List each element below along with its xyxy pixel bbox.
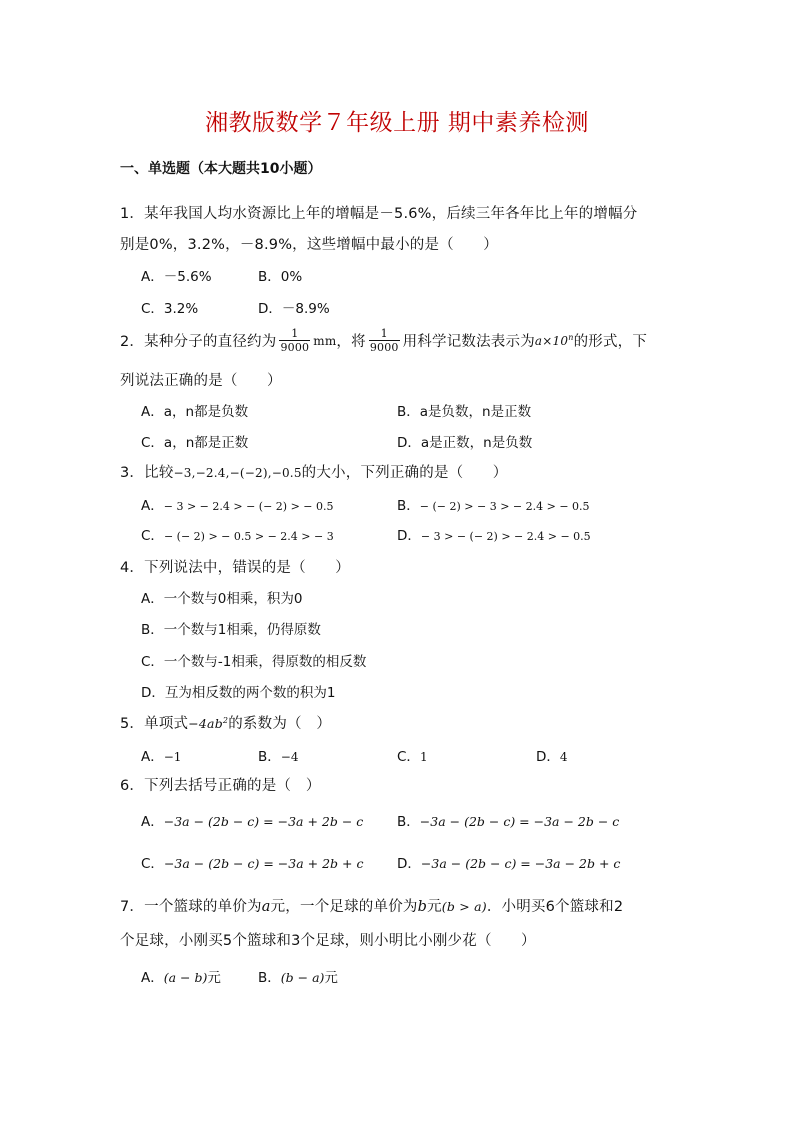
q6-stem: 6．下列去括号正确的是（ ） xyxy=(120,778,321,794)
q3-option-d-label: D． xyxy=(397,528,421,544)
q3-option-b-expr: − (− 2) > − 3 > − 2.4 > − 0.5 xyxy=(419,500,590,513)
q7-part4: ．小明买6个篮球和2 xyxy=(486,899,624,915)
q2-sci-base: a×10 xyxy=(534,334,569,348)
q5-option-d-value: 4 xyxy=(559,750,568,764)
q5-option-a xyxy=(141,745,181,765)
q7-var-b: b xyxy=(417,899,428,915)
page-title: 湘教版数学７年级上册 期中素养检测 xyxy=(205,110,589,136)
q6-option-a-label: A． xyxy=(141,814,164,830)
q5-option-b-label: B． xyxy=(258,749,281,765)
q3-option-a-label: A． xyxy=(141,498,164,514)
q3-option-c xyxy=(141,524,334,544)
q5-option-b xyxy=(258,745,298,765)
q1-option-d: D．－8.9% xyxy=(258,301,330,317)
q5-option-c-value: 1 xyxy=(419,750,428,764)
q4-stem: 4．下列说法中，错误的是（ ） xyxy=(120,560,350,576)
q5-suffix: 的系数为（ ） xyxy=(228,716,332,732)
q2-mid2: 用科学记数法表示为 xyxy=(402,334,535,350)
q2-fraction-1-denominator: 9000 xyxy=(280,341,310,354)
q7-option-b-unit: 元 xyxy=(324,970,338,986)
q7-stem-line1 xyxy=(120,895,623,916)
q2-option-b: B．a是负数，n是正数 xyxy=(397,404,532,420)
q2-unit: mm xyxy=(313,333,337,348)
q3-option-b xyxy=(397,494,590,514)
q7-option-b xyxy=(258,966,338,986)
q2-fraction-1-numerator: 1 xyxy=(291,327,299,340)
q2-suffix: 的形式，下 xyxy=(573,334,648,350)
q3-option-a xyxy=(141,494,334,514)
q6-option-b-label: B． xyxy=(397,814,420,830)
q1-stem-line2: 别是0%，3.2%，－8.9%，这些增幅中最小的是（ ） xyxy=(120,237,498,253)
q6-option-c xyxy=(141,852,363,872)
q5-expression xyxy=(188,716,228,731)
q5-prefix: 5．单项式 xyxy=(120,716,189,732)
q3-option-a-expr: − 3 > − 2.4 > − (− 2) > − 0.5 xyxy=(163,500,334,513)
q4-option-b: B．一个数与1相乘，仍得原数 xyxy=(141,622,321,638)
q2-stem-line2: 列说法正确的是（ ） xyxy=(120,373,282,389)
q2-sci-exponent: n xyxy=(568,333,574,342)
q7-option-b-expr: (b − a) xyxy=(280,970,325,985)
q5-option-d-label: D． xyxy=(536,749,560,765)
q7-option-a xyxy=(141,966,221,986)
q3-prefix: 3．比较 xyxy=(120,465,174,481)
q1-option-a: A．－5.6% xyxy=(141,269,212,285)
q1-option-c: C．3.2% xyxy=(141,301,199,317)
q2-fraction-1 xyxy=(279,327,310,354)
q5-option-a-label: A． xyxy=(141,749,164,765)
section-heading: 一、单选题（本大题共10小题） xyxy=(120,161,322,177)
q6-option-d-label: D． xyxy=(397,856,421,872)
q3-option-b-label: B． xyxy=(397,498,420,514)
q5-option-b-value: −4 xyxy=(280,750,299,764)
q7-part3: 元 xyxy=(427,899,442,915)
q2-sci-notation xyxy=(535,333,574,348)
q2-option-a: A．a，n都是负数 xyxy=(141,404,249,420)
q3-option-c-label: C． xyxy=(141,528,164,544)
q7-option-a-unit: 元 xyxy=(207,970,221,986)
q6-option-d-expr: −3a − (2b − c) = −3a − 2b + c xyxy=(420,856,621,871)
q2-mid: ，将 xyxy=(336,334,366,350)
q2-fraction-2 xyxy=(369,327,400,354)
q6-option-c-label: C． xyxy=(141,856,164,872)
q5-expr-base: −4ab xyxy=(188,716,223,731)
q6-option-b xyxy=(397,810,619,830)
q5-option-a-value: −1 xyxy=(163,750,182,764)
q6-option-d xyxy=(397,852,620,872)
q7-var-a: a xyxy=(261,899,271,915)
q7-part1: 7．一个篮球的单价为 xyxy=(120,899,262,915)
q2-stem-line1 xyxy=(120,327,647,354)
q7-option-a-label: A． xyxy=(141,970,164,986)
q5-expr-exponent: 2 xyxy=(222,715,229,725)
q6-option-a-expr: −3a − (2b − c) = −3a + 2b − c xyxy=(163,814,364,829)
q3-option-d xyxy=(397,524,591,544)
q7-stem-line2: 个足球，小刚买5个篮球和3个足球，则小明比小刚少花（ ） xyxy=(120,933,536,949)
q7-option-a-expr: (a − b) xyxy=(163,970,208,985)
q5-option-d xyxy=(536,745,568,765)
q1-option-b: B．0% xyxy=(258,269,303,285)
q2-fraction-2-denominator: 9000 xyxy=(369,341,399,354)
q3-suffix: 的大小，下列正确的是（ ） xyxy=(301,465,508,481)
q5-option-c-label: C． xyxy=(397,749,420,765)
q6-option-b-expr: −3a − (2b − c) = −3a − 2b − c xyxy=(419,814,620,829)
q4-option-c: C．一个数与-1相乘，得原数的相反数 xyxy=(141,654,367,670)
q2-fraction-2-numerator: 1 xyxy=(380,327,388,340)
q6-option-a xyxy=(141,810,363,830)
q1-stem-line1: 1．某年我国人均水资源比上年的增幅是－5.6%，后续三年各年比上年的增幅分 xyxy=(120,206,638,222)
q4-option-a: A．一个数与0相乘，积为0 xyxy=(141,591,303,607)
q7-part2: 元，一个足球的单价为 xyxy=(270,899,418,915)
q3-option-d-expr: − 3 > − (− 2) > − 2.4 > − 0.5 xyxy=(420,530,591,543)
q6-option-c-expr: −3a − (2b − c) = −3a + 2b + c xyxy=(163,856,364,871)
q7-option-b-label: B． xyxy=(258,970,281,986)
q3-option-c-expr: − (− 2) > − 0.5 > − 2.4 > − 3 xyxy=(163,530,334,543)
q3-numbers: −3,−2.4,−(−2),−0.5 xyxy=(173,466,302,480)
q7-condition: (b > a) xyxy=(441,899,487,914)
q4-option-d: D．互为相反数的两个数的积为1 xyxy=(141,685,336,701)
q5-stem xyxy=(120,712,331,733)
q3-stem xyxy=(120,461,507,482)
q2-option-d: D．a是正数，n是负数 xyxy=(397,435,533,451)
q2-option-c: C．a，n都是正数 xyxy=(141,435,249,451)
q2-prefix: 2．某种分子的直径约为 xyxy=(120,334,277,350)
q5-option-c xyxy=(397,745,428,765)
